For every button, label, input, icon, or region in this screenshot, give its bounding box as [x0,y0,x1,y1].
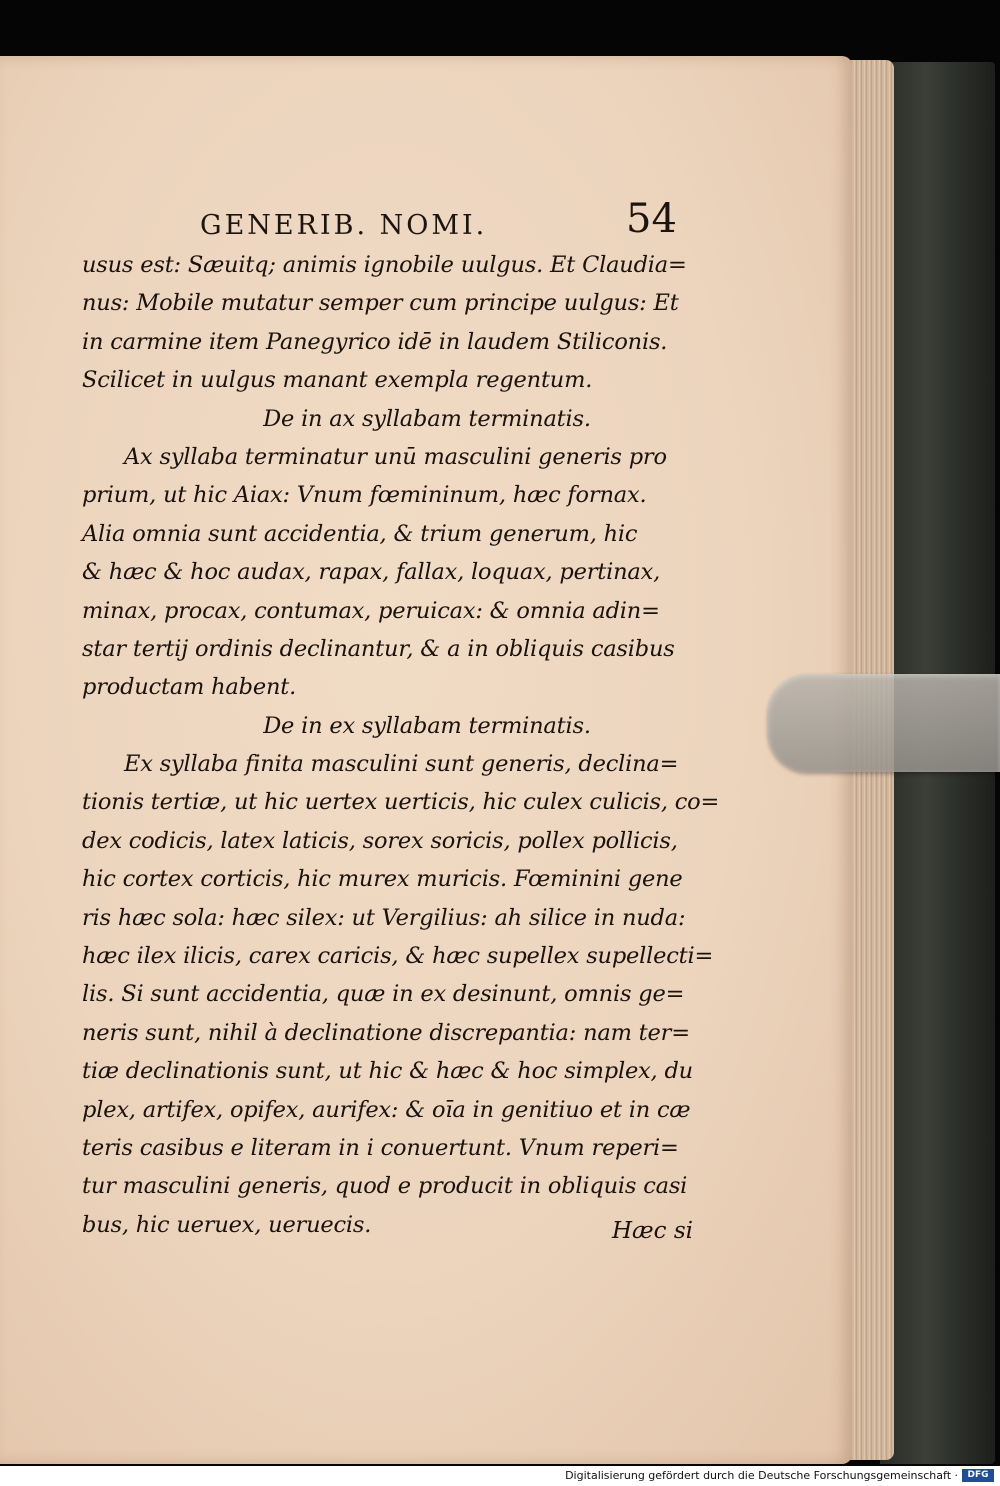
text-line: dex codicis, latex laticis, sorex soricis, pollex pollicis, [82,827,678,854]
text-line: tiæ declinationis sunt, ut hic & hæc & hoc simplex, du [82,1058,693,1085]
text-line: ris hæc sola: hæc silex: ut Vergilius: ah silice in nuda: [82,904,686,931]
page-number: 54 [626,196,677,242]
dfg-logo: DFG [962,1469,994,1482]
text-line: prium, ut hic Aiax: Vnum fœmininum, hæc fornax. [82,482,647,509]
book-page [0,56,852,1464]
text-line: star tertij ordinis declinantur, & a in obliquis casibus [82,635,675,662]
text-line: nus: Mobile mutatur semper cum principe uulgus: Et [82,290,679,317]
text-line: tur masculini generis, quod e producit in obliquis casi [82,1173,688,1200]
text-block [82,246,802,1244]
text-line: productam habent. [82,674,297,701]
text-line: usus est: Sæuitq; animis ignobile uulgus. Et Claudia= [82,252,687,278]
funding-credit: Digitalisierung gefördert durch die Deutsche Forschungsgemeinschaft · [565,1469,958,1482]
text-line: lis. Si sunt accidentia, quæ in ex desinunt, omnis ge= [82,981,685,1008]
text-line: Ex syllaba finita masculini sunt generis, declina= [124,751,679,778]
text-line: in carmine item Panegyrico idē in laudem Stiliconis. [82,328,668,355]
catchword: Hæc si [612,1218,694,1244]
text-line: Scilicet in uulgus manant exempla regentum. [82,367,593,394]
text-line: teris casibus e literam in i conuertunt. Vnum reperi= [82,1134,679,1161]
section-heading: De in ax syllabam terminatis. [263,405,591,432]
text-line: hæc ilex ilicis, carex caricis, & hæc supellex supellecti= [82,943,714,970]
page-clip-tab [768,674,1000,772]
text-line: Alia omnia sunt accidentia, & trium generum, hic [82,520,638,547]
text-line: plex, artifex, opifex, aurifex: & oīa in genitiuo et in cæ [82,1096,691,1123]
running-head: GENERIB. NOMI. [200,210,488,241]
credit-bar [0,1466,1000,1486]
text-line: neris sunt, nihil à declinatione discrepantia: nam ter= [82,1019,690,1046]
text-line: Ax syllaba terminatur unū masculini generis pro [124,443,667,470]
text-line: & hæc & hoc audax, rapax, fallax, loquax, pertinax, [82,559,661,586]
text-line: tionis tertiæ, ut hic uertex uerticis, hic culex culicis, co= [82,789,720,816]
page-header [200,196,700,248]
text-line: minax, procax, contumax, peruicax: & omnia adin= [82,597,660,624]
section-heading: De in ex syllabam terminatis. [263,712,591,739]
text-line: hic cortex corticis, hic murex muricis. Fœminini gene [82,866,683,893]
text-line: bus, hic ueruex, ueruecis. [82,1211,372,1238]
